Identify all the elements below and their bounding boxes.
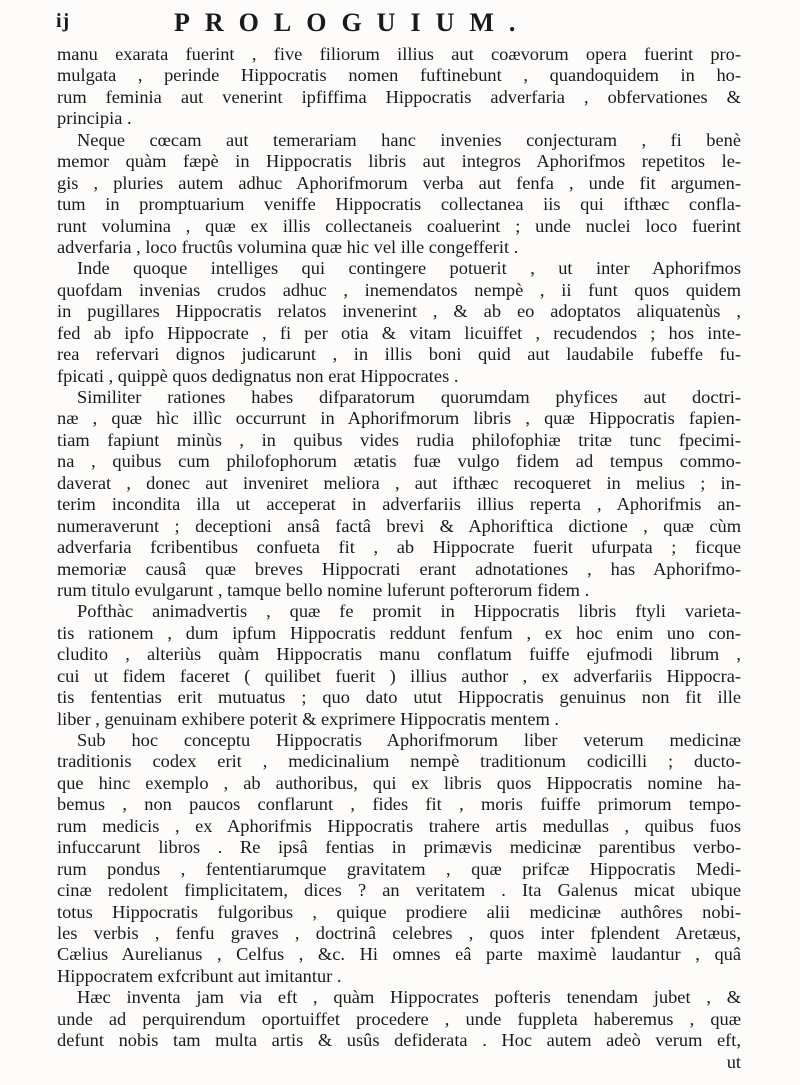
text-line: memor quàm fæpè in Hippocratis libris aut integros Aphorifmos repetitos le-	[57, 151, 741, 172]
page-number: ij	[56, 10, 71, 32]
text-line: Pofthàc animadvertis , quæ fe promit in Hippocratis libris ftyli varieta-	[77, 601, 741, 622]
text-line: gis , pluries autem adhuc Aphorifmorum verba aut fenfa , unde fit argumen-	[57, 172, 741, 193]
text-line: rea refervari dignos judicarunt , in illis boni quid aut laudabile fubeffe fu-	[57, 344, 741, 365]
text-line: rum titulo evulgarunt , tamque bello nomine luferunt pofterorum fidem .	[57, 579, 590, 600]
text-line: Cælius Aurelianus , Celfus , &c. Hi omnes eâ parte maximè laudantur , quâ	[57, 944, 741, 965]
text-line: liber , genuinam exhibere poterit & exprimere Hippocratis mentem .	[57, 708, 559, 729]
running-title: PROLOGUIUM.	[174, 8, 531, 37]
text-line: adverfaria , loco fructûs volumina quæ hic vel ille congefferit .	[57, 236, 519, 257]
text-line: tiam fapiunt minùs , in quibus vides rudia philofophiæ tritæ tunc fpecimi-	[57, 429, 741, 450]
body-text	[57, 44, 741, 1073]
text-line: traditionis codex erit , medicinalium nempè traditionum codicilli ; ducto-	[57, 751, 741, 772]
text-line: bemus , non paucos conflarunt , fides fit , moris fuiffe primorum tempo-	[57, 794, 741, 815]
catchword: ut	[726, 1051, 741, 1072]
text-line: fed ab ipfo Hippocrate , fi per otia & vitam licuiffet , recudendos ; hos inte-	[57, 322, 741, 343]
text-line: næ , quæ hìc illìc occurrunt in Aphorifmorum libris , quæ Hippocratis fapien-	[57, 408, 741, 429]
text-line: in pugillares Hippocratis relatos invenerint , & ab eo adoptatos aliquatenùs ,	[57, 301, 741, 322]
text-line: tis rationem , dum ipfum Hippocratis reddunt fenfum , ex hoc enim uno con-	[57, 622, 741, 643]
text-line: manu exarata fuerint , five filiorum illius aut coævorum opera fuerint pro-	[57, 44, 741, 64]
text-line: que hinc exemplo , ab authoribus, qui ex libris quos Hippocratis nomine ha-	[57, 772, 741, 793]
text-line: cinæ redolent fimplicitatem, dices ? an veritatem . Ita Galenus micat ubique	[57, 880, 741, 901]
text-line: rum medicis , ex Aphorifmis Hippocratis trahere artis medullas , quibus fuos	[57, 815, 741, 836]
text-line: principia .	[57, 108, 132, 129]
text-line: mulgata , perinde Hippocratis nomen fuftinebunt , quandoquidem in ho-	[57, 65, 741, 86]
text-line: Hæc inventa jam via eft , quàm Hippocrates pofteris tenendam jubet , &	[77, 987, 741, 1008]
running-head	[56, 8, 746, 40]
text-line: les verbis , fenfu graves , doctrinâ celebres , quos inter fplendent Aretæus,	[57, 922, 741, 943]
text-line: daverat , donec aut inveniret meliora , aut ifthæc recoqueret in melius ; in-	[57, 472, 741, 493]
text-line: memoriæ causâ quæ breves Hippocrati erant adnotationes , has Aphorifmo-	[57, 558, 741, 579]
text-line: quofdam invenias crudos adhuc , inemendatos nempè , ii funt quos quidem	[57, 279, 741, 300]
text-line: adverfaria fcribentibus confueta fit , ab Hippocrate fuerit ufurpata ; ficque	[57, 537, 741, 558]
text-line: infuccarunt libros . Re ipsâ fentias in primævis medicinæ parentibus verbo-	[57, 837, 741, 858]
text-line: Inde quoque intelliges qui contingere potuerit , ut inter Aphorifmos	[77, 258, 741, 279]
text-line: Hippocratem exfcribunt aut imitantur .	[57, 965, 342, 986]
text-line: totus Hippocratis fulgoribus , quique prodiere alii medicinæ authôres nobi-	[57, 901, 741, 922]
text-line: cui ut fidem faceret ( quilibet fuerit ) illius author , ex adverfariis Hippocra-	[57, 665, 741, 686]
text-line: Sub hoc conceptu Hippocratis Aphorifmorum liber veterum medicinæ	[77, 730, 741, 750]
text-line: tum in promptuarium veniffe Hippocratis collectanea iis qui ifthæc confla-	[57, 194, 741, 215]
text-line: numeraverunt ; deceptioni ansâ factâ brevi & Aphoriftica dictione , quæ cùm	[57, 515, 741, 536]
text-line: rum feminia aut venerint ipfiffima Hippocratis adverfaria , obfervationes &	[57, 86, 741, 107]
text-line: Neque cœcam aut temerariam hanc invenies conjecturam , fi benè	[77, 129, 741, 150]
text-line: rum pondus , fententiarumque gravitatem , quæ prifcæ Hippocratis Medi-	[57, 858, 741, 879]
text-line: defunt nobis tam multa artis & usûs defiderata . Hoc autem adeò verum eft,	[57, 1030, 741, 1051]
text-line: fpicati , quippè quos dedignatus non erat Hippocrates .	[57, 365, 459, 386]
text-line: unde ad perquirendum oportuiffet procedere , unde fuppleta haberemus , quæ	[57, 1008, 741, 1029]
text-line: Similiter rationes habes difparatorum quorumdam phyfices aut doctri-	[77, 387, 741, 407]
text-line: na , quibus cum philofophorum ætatis fuæ vulgo fidem ad tempus commo-	[57, 451, 741, 472]
text-line: tis fententias erit mutuatus ; quo dato utut Hippocratis genuinus non fit ille	[57, 687, 741, 708]
text-line: cludito , alteriùs quàm Hippocratis manu conflatum fuiffe ejufmodi librum ,	[57, 644, 741, 665]
text-line: terim incondita illa ut acceperat in adverfariis illius reperta , Aphorifmis an-	[57, 494, 741, 515]
text-line: runt volumina , quæ ex illis collectaneis coaluerint ; unde nuclei loco fuerint	[57, 215, 741, 236]
